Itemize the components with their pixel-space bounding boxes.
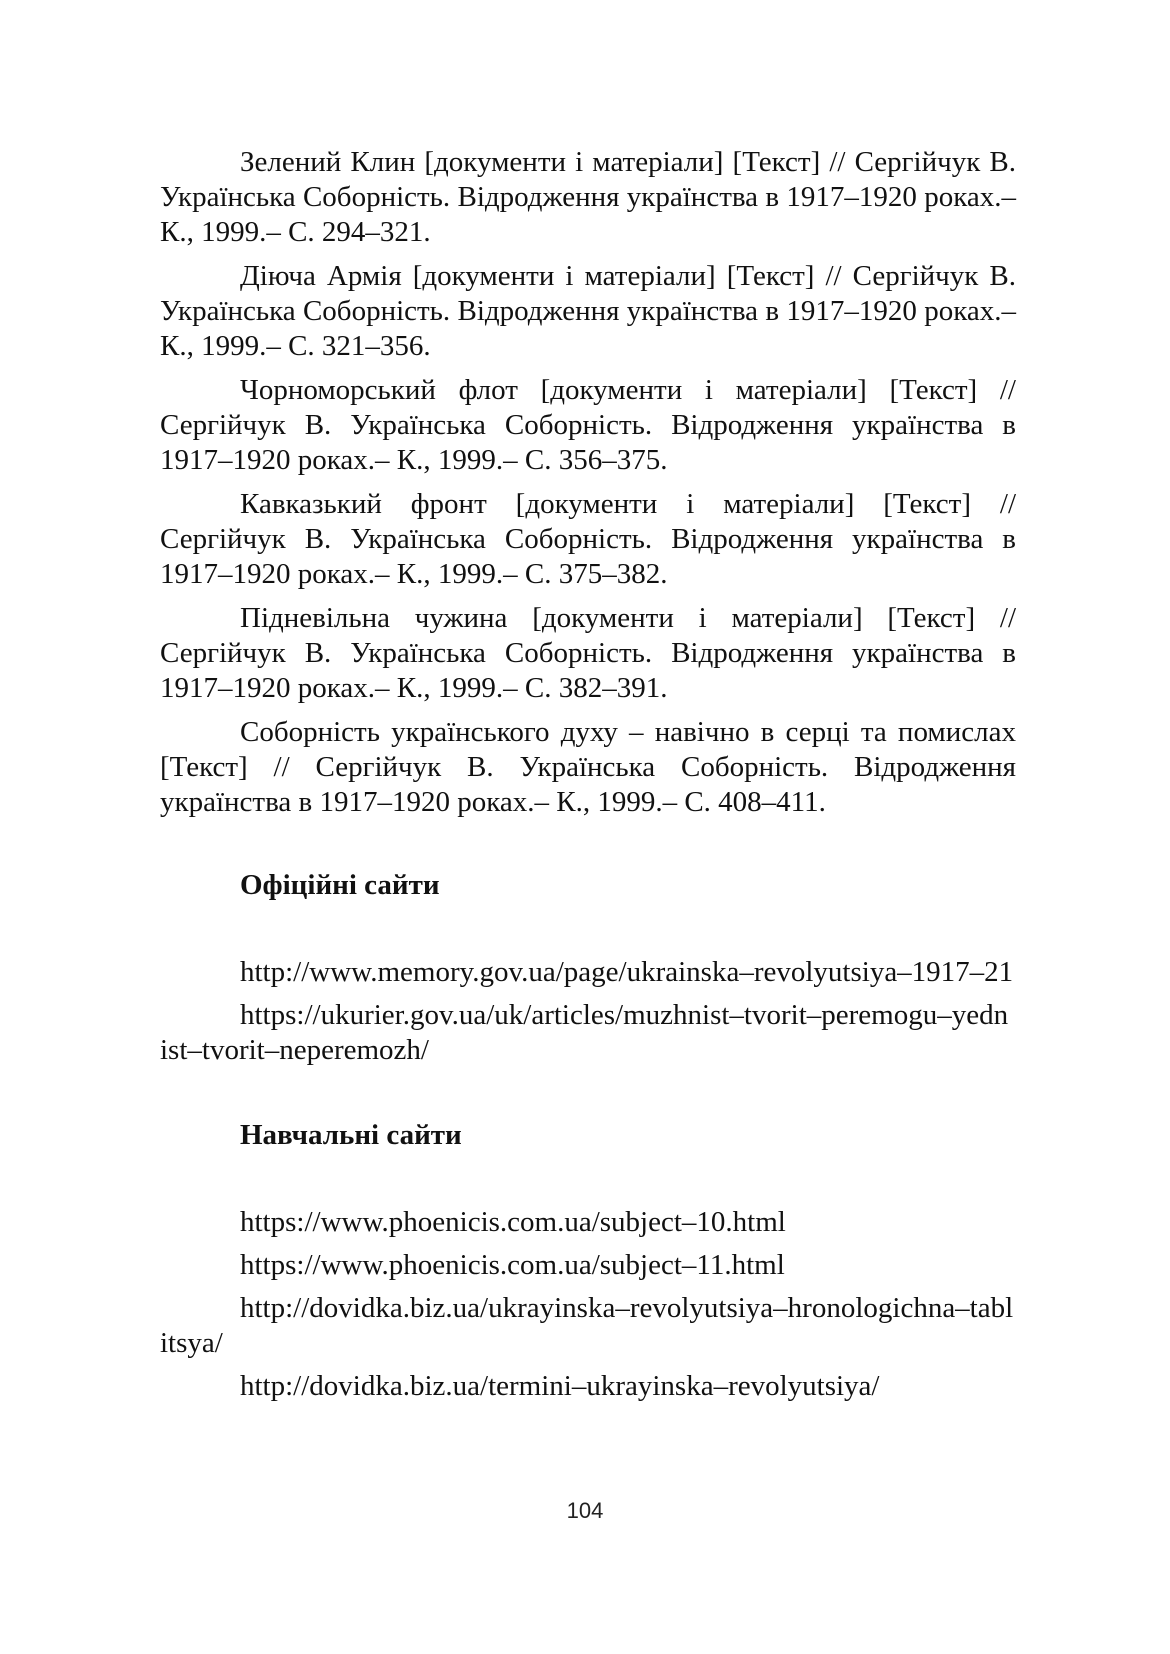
reference-item: Підневільна чужина [документи і матеріали] [Текст] // Сергійчук В. Українська Соборність. Відродження українства в 1917–1920 роках.– К., 1999.– С. 382–391. [160, 602, 1016, 704]
official-sites-heading: Офіційні сайти [240, 869, 440, 901]
educational-sites-list [160, 1205, 1016, 1404]
reference-item: Соборність українського духу – навічно в серці та помислах [Текст] // Сергійчук В. Українська Соборність. Відродження українства в 1917–1920 роках.– К., 1999.– С. 408–411. [160, 716, 1016, 818]
official-sites-list [160, 955, 1016, 1068]
document-page [160, 145, 1016, 1412]
reference-item: Чорноморський флот [документи і матеріали] [Текст] // Сергійчук В. Українська Соборність. Відродження українства в 1917–1920 роках.– К., 1999.– С. 356–375. [160, 374, 1016, 476]
educational-site-link[interactable]: https://www.phoenicis.com.ua/subject–11.html [240, 1249, 785, 1281]
educational-site-link[interactable]: http://dovidka.biz.ua/termini–ukrayinska–revolyutsiya/ [240, 1370, 880, 1402]
reference-item: Діюча Армія [документи і матеріали] [Текст] // Сергійчук В. Українська Соборність. Відродження українства в 1917–1920 роках.– К., 1999.– С. 321–356. [160, 260, 1016, 362]
reference-item: Зелений Клин [документи і матеріали] [Текст] // Сергійчук В. Українська Соборність. Відродження українства в 1917–1920 роках.– К., 1999.– С. 294–321. [160, 146, 1016, 248]
educational-site-link[interactable]: http://dovidka.biz.ua/ukrayinska–revolyutsiya–hronologichna–tablitsya/ [160, 1292, 1014, 1359]
official-site-link[interactable]: https://ukurier.gov.ua/uk/articles/muzhnist–tvorit–peremogu–yednist–tvorit–neperemozh/ [160, 999, 1009, 1066]
references-list [160, 145, 1016, 820]
educational-site-link[interactable]: https://www.phoenicis.com.ua/subject–10.html [240, 1206, 786, 1238]
page-number: 104 [566, 1498, 604, 1523]
reference-item: Кавказький фронт [документи і матеріали] [Текст] // Сергійчук В. Українська Соборність. Відродження українства в 1917–1920 роках.– К., 1999.– С. 375–382. [160, 488, 1016, 590]
educational-sites-heading: Навчальні сайти [240, 1119, 462, 1151]
official-site-link[interactable]: http://www.memory.gov.ua/page/ukrainska–revolyutsiya–1917–21 [240, 956, 1014, 988]
